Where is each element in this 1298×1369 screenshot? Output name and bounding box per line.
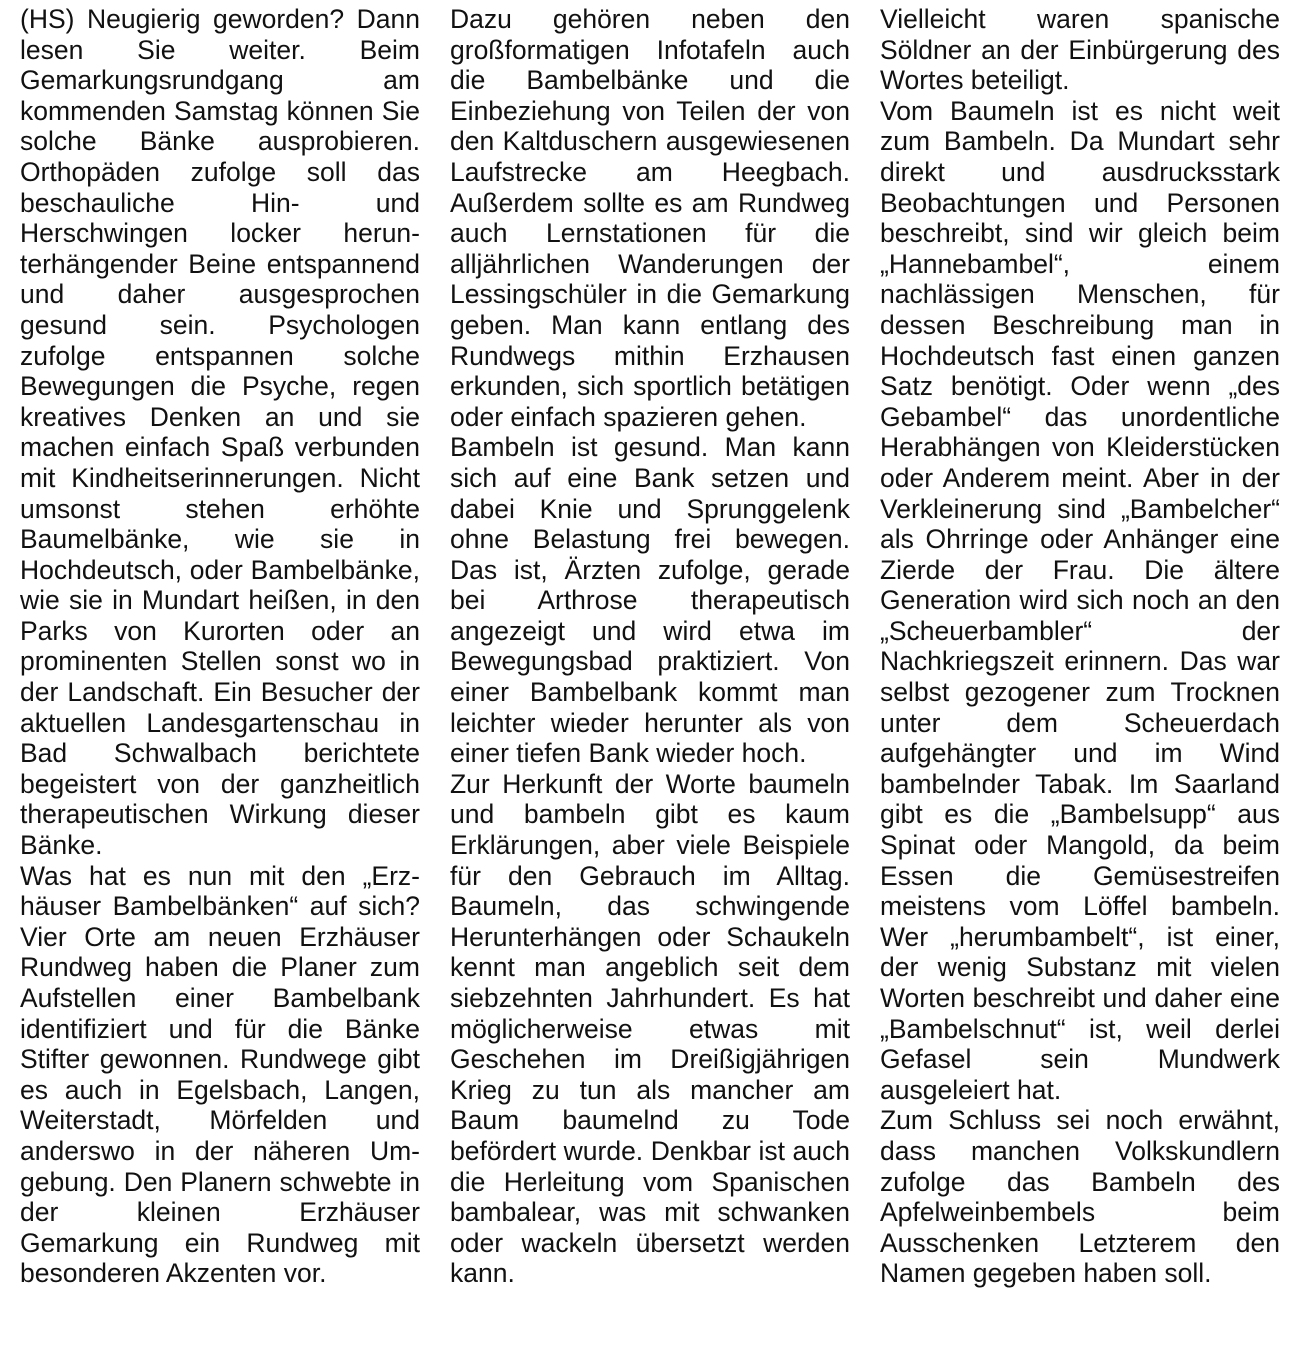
paragraph: Vielleicht waren spanische Söldner an der Einbürgerung des Wortes beteiligt. [880,4,1280,96]
paragraph: Bambeln ist gesund. Man kann sich auf eine Bank setzen und dabei Knie und Sprunggelenk ohne Belastung frei bewegen. Das ist, Ärzten zufolge, gerade bei Arthrose therapeutisch angezeigt und wird etwa im Bewegungsbad praktiziert. Von einer Bambelbank kommt man leichter wieder herunter als von einer tiefen Bank wieder hoch. [450,432,850,769]
paragraph: Dazu gehören neben den großformatigen Infotafeln auch die Bambelbänke und die Einbeziehung von Teilen der von den Kaltduschern ausgewiesenen Laufstrecke am Heegbach. Außerdem sollte es am Rundweg auch Lernstationen für die alljährlichen Wanderungen der Lessingschüler in die Gemarkung geben. Man kann entlang des Rundwegs mithin Erzhausen erkunden, sich sportlich betätigen oder einfach spazieren gehen. [450,4,850,432]
paragraph: Zum Schluss sei noch erwähnt, dass manchen Volkskundlern zufolge das Bambeln des Apfelweinbembels beim Ausschenken Letzterem den Namen gegeben haben soll. [880,1105,1280,1289]
text-column-2 [450,4,850,1369]
paragraph: Zur Herkunft der Worte baumeln und bambeln gibt es kaum Erklärungen, aber viele Beispiele für den Gebrauch im Alltag. Baumeln, das schwingende Herunterhängen oder Schaukeln kennt man angeblich seit dem siebzehnten Jahrhundert. Es hat möglicherweise etwas mit Geschehen im Dreißigjährigen Krieg zu tun als mancher am Baum baumelnd zu Tode befördert wurde. Denkbar ist auch die Herleitung vom Spanischen bambalear, was mit schwanken oder wackeln übersetzt werden kann. [450,768,850,1289]
text-column-3 [880,4,1280,1369]
text-column-1 [20,4,420,1369]
paragraph: (HS) Neugierig geworden? Dann lesen Sie weiter. Beim Gemarkungsrundgang am kommenden Samstag können Sie solche Bänke ausprobieren. Orthopäden zufolge soll das beschauliche Hin- und Herschwingen locker herunterhängender Beine entspannend und daher ausgesprochen gesund sein. Psychologen zufolge entspannen solche Bewegungen die Psyche, regen kreatives Denken an und sie machen einfach Spaß verbunden mit Kindheitserinnerungen. Nicht umsonst stehen erhöhte Baumelbänke, wie sie in Hochdeutsch, oder Bambelbänke, wie sie in Mundart heißen, in den Parks von Kurorten oder an prominenten Stellen sonst wo in der Landschaft. Ein Besucher der aktuellen Landesgartenschau in Bad Schwalbach berichtete begeistert von der ganzheitlich therapeutischen Wirkung dieser Bänke. [20,4,420,861]
paragraph: Vom Baumeln ist es nicht weit zum Bambeln. Da Mundart sehr direkt und ausdrucksstark Beobachtungen und Personen beschreibt, sind wir gleich beim „Hannebambel“, einem nachlässigen Menschen, für dessen Beschreibung man in Hochdeutsch fast einen ganzen Satz benötigt. Oder wenn „des Gebambel“ das unordentliche Herabhängen von Kleiderstücken oder Anderem meint. Aber in der Verkleinerung sind „Bambelcher“ als Ohrringe oder Anhänger eine Zierde der Frau. Die ältere Generation wird sich noch an den „Scheuerbambler“ der Nachkriegszeit erinnern. Das war selbst gezogener zum Trocknen unter dem Scheuerdach aufgehängter und im Wind bambelnder Tabak. Im Saarland gibt es die „Bambelsupp“ aus Spinat oder Mangold, da beim Essen die Gemüsestreifen meistens vom Löffel bambeln. Wer „herumbambelt“, ist einer, der wenig Substanz mit vielen Worten beschreibt und daher eine „Bambelschnut“ ist, weil derlei Gefasel sein Mundwerk ausgeleiert hat. [880,95,1280,1105]
paragraph: Was hat es nun mit den „Erzhäuser Bambelbänken“ auf sich? Vier Orte am neuen Erzhäuser Rundweg haben die Planer zum Aufstellen einer Bambelbank identifiziert und für die Bänke Stifter gewonnen. Rundwege gibt es auch in Egelsbach, Langen, Weiterstadt, Mörfelden und anderswo in der näheren Umgebung. Den Planern schwebte in der kleinen Erzhäuser Gemarkung ein Rundweg mit besonderen Akzenten vor. [20,860,420,1289]
